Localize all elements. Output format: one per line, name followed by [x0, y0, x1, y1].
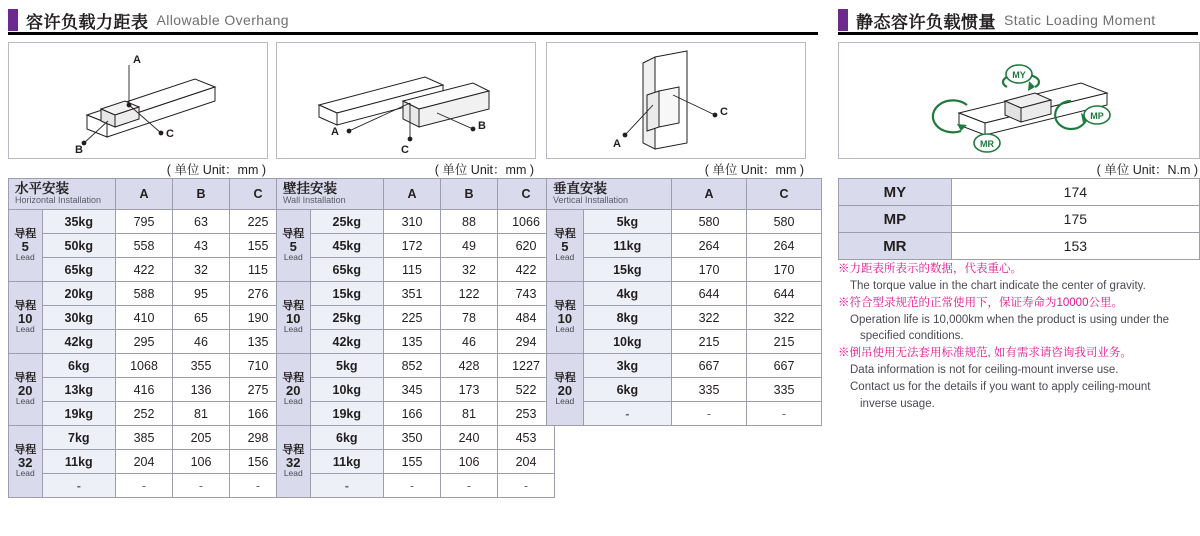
value-cell: 522 — [498, 378, 555, 402]
table-row — [9, 234, 287, 258]
value-cell: 166 — [384, 402, 441, 426]
value-cell: 484 — [498, 306, 555, 330]
svg-text:B: B — [75, 144, 83, 156]
table-title-en: Vertical Installation — [553, 195, 629, 206]
load-cell: 11kg — [42, 450, 115, 474]
section-title-en: Allowable Overhang — [156, 12, 289, 28]
value-cell: - — [441, 474, 498, 498]
table-row — [9, 282, 287, 306]
table-row — [277, 258, 555, 282]
table-horizontal-installation — [8, 178, 287, 498]
value-cell: 49 — [441, 234, 498, 258]
diagram-static-loading-moment — [838, 42, 1200, 159]
value-cell: 345 — [384, 378, 441, 402]
value-cell: - — [384, 474, 441, 498]
note-line: inverse usage. — [860, 397, 935, 410]
value-cell: 190 — [230, 306, 287, 330]
table-row — [277, 330, 555, 354]
load-cell: 50kg — [42, 234, 115, 258]
table-row — [9, 210, 287, 234]
value-cell: 428 — [441, 354, 498, 378]
load-cell: 7kg — [42, 426, 115, 450]
value-cell: 852 — [384, 354, 441, 378]
table-row — [547, 210, 822, 234]
divider — [8, 32, 818, 35]
load-cell: 42kg — [310, 330, 383, 354]
value-cell: 170 — [672, 258, 747, 282]
load-cell: 8kg — [583, 306, 671, 330]
load-cell: 65kg — [42, 258, 115, 282]
lead-group-label: 导程 20 Lead — [9, 354, 43, 426]
value-cell: 558 — [116, 234, 173, 258]
load-cell: - — [310, 474, 383, 498]
value-cell: 580 — [747, 210, 822, 234]
table-row — [277, 474, 555, 498]
table-row — [277, 426, 555, 450]
load-cell: 35kg — [42, 210, 115, 234]
table-row — [277, 210, 555, 234]
table-row — [277, 402, 555, 426]
value-cell: 351 — [384, 282, 441, 306]
value-cell: 743 — [498, 282, 555, 306]
value-cell: 205 — [173, 426, 230, 450]
table-row — [9, 402, 287, 426]
value-cell: 264 — [672, 234, 747, 258]
value-cell: 710 — [230, 354, 287, 378]
column-header-c: C — [498, 179, 555, 210]
value-cell: 81 — [173, 402, 230, 426]
accent-bar — [8, 9, 18, 31]
column-header-a: A — [116, 179, 173, 210]
value-cell: 156 — [230, 450, 287, 474]
load-cell: 42kg — [42, 330, 115, 354]
table-static-loading-moment — [838, 178, 1200, 260]
table-row — [9, 474, 287, 498]
table-row — [547, 306, 822, 330]
load-cell: 10kg — [310, 378, 383, 402]
table-title-cn: 垂直安装 — [553, 181, 607, 197]
note-line: Data information is not for ceiling-mount inverse use. — [850, 364, 1119, 377]
load-cell: 19kg — [310, 402, 383, 426]
accent-bar — [838, 9, 848, 31]
lead-group-label: 导程 10 Lead — [547, 282, 584, 354]
load-cell: 25kg — [310, 306, 383, 330]
load-cell: 6kg — [310, 426, 383, 450]
section-title-cn: 静态容许负载惯量 — [856, 12, 996, 32]
value-cell: 155 — [230, 234, 287, 258]
load-cell: 45kg — [310, 234, 383, 258]
table-row — [547, 258, 822, 282]
svg-text:A: A — [331, 126, 339, 138]
lead-group-label: 导程 5 Lead — [277, 210, 311, 282]
value-cell: 215 — [672, 330, 747, 354]
section-title-en: Static Loading Moment — [1004, 12, 1156, 28]
table-row — [9, 426, 287, 450]
table-row — [9, 258, 287, 282]
table-row — [277, 234, 555, 258]
value-cell: 453 — [498, 426, 555, 450]
value-cell: 335 — [672, 378, 747, 402]
note-line: ※倒吊使用无法套用标准规范, 如有需求请咨询我司业务。 — [838, 347, 1132, 360]
table-row — [547, 378, 822, 402]
section-title-cn: 容许负载力距表 — [26, 12, 149, 32]
note-line: ※符合型录规范的正常使用下，保证寿命为10000公里。 — [838, 296, 1123, 309]
value-cell: 1066 — [498, 210, 555, 234]
value-cell: 416 — [116, 378, 173, 402]
table-row — [839, 179, 1200, 206]
note-line: Operation life is 10,000km when the product is using under the — [850, 313, 1169, 326]
value-cell: 335 — [747, 378, 822, 402]
table-title-cn: 壁挂安装 — [283, 181, 337, 197]
value-cell: 252 — [116, 402, 173, 426]
value-cell: - — [498, 474, 555, 498]
value-cell: 78 — [441, 306, 498, 330]
value-cell: 295 — [116, 330, 173, 354]
value-cell: 1227 — [498, 354, 555, 378]
value-cell: 385 — [116, 426, 173, 450]
lead-group-label: 导程 5 Lead — [9, 210, 43, 282]
table-row — [277, 306, 555, 330]
value-cell: 580 — [672, 210, 747, 234]
svg-text:A: A — [133, 54, 141, 66]
svg-text:MY: MY — [1012, 70, 1026, 80]
value-cell: 135 — [384, 330, 441, 354]
table-title-cell — [547, 179, 672, 210]
table-row — [547, 234, 822, 258]
load-cell: 11kg — [310, 450, 383, 474]
value-cell: 294 — [498, 330, 555, 354]
divider — [838, 32, 1198, 35]
table-row — [9, 354, 287, 378]
moment-value: 174 — [951, 179, 1199, 206]
value-cell: 136 — [173, 378, 230, 402]
table-row — [277, 282, 555, 306]
table-row — [277, 450, 555, 474]
lead-group-label: 导程 32 Lead — [9, 426, 43, 498]
moment-label: MP — [839, 206, 952, 233]
table-vertical-installation — [546, 178, 822, 426]
value-cell: 81 — [441, 402, 498, 426]
table-row — [277, 378, 555, 402]
load-cell: - — [42, 474, 115, 498]
value-cell: 667 — [747, 354, 822, 378]
load-cell: 15kg — [583, 258, 671, 282]
value-cell: 422 — [498, 258, 555, 282]
value-cell: 298 — [230, 426, 287, 450]
svg-text:A: A — [613, 138, 621, 150]
table-wall-installation — [276, 178, 555, 498]
svg-text:MP: MP — [1090, 111, 1104, 121]
value-cell: 644 — [672, 282, 747, 306]
table-header-row — [547, 179, 822, 210]
value-cell: 63 — [173, 210, 230, 234]
value-cell: 310 — [384, 210, 441, 234]
moment-value: 175 — [951, 206, 1199, 233]
load-cell: 10kg — [583, 330, 671, 354]
value-cell: 106 — [173, 450, 230, 474]
load-cell: 15kg — [310, 282, 383, 306]
load-cell: - — [583, 402, 671, 426]
value-cell: 172 — [384, 234, 441, 258]
value-cell: 422 — [116, 258, 173, 282]
load-cell: 11kg — [583, 234, 671, 258]
value-cell: 46 — [441, 330, 498, 354]
note-line: Contact us for the details if you want to apply ceiling-mount — [850, 381, 1151, 394]
load-cell: 20kg — [42, 282, 115, 306]
diagram-horizontal-installation — [8, 42, 268, 159]
load-cell: 6kg — [583, 378, 671, 402]
column-header-c: C — [230, 179, 287, 210]
value-cell: 225 — [384, 306, 441, 330]
lead-group-label: 导程 10 Lead — [277, 282, 311, 354]
value-cell: 106 — [441, 450, 498, 474]
value-cell: 355 — [173, 354, 230, 378]
value-cell: 410 — [116, 306, 173, 330]
notes-block — [838, 262, 1200, 414]
table-row — [547, 354, 822, 378]
value-cell: - — [672, 402, 747, 426]
load-cell: 25kg — [310, 210, 383, 234]
table-row — [9, 378, 287, 402]
load-cell: 6kg — [42, 354, 115, 378]
note-line: ※力距表所表示的数据，代表重心。 — [838, 263, 1022, 275]
value-cell: 115 — [230, 258, 287, 282]
table-row — [547, 282, 822, 306]
value-cell: 88 — [441, 210, 498, 234]
note-line: specified conditions. — [860, 330, 964, 343]
column-header-a: A — [384, 179, 441, 210]
value-cell: 95 — [173, 282, 230, 306]
value-cell: - — [747, 402, 822, 426]
load-cell: 4kg — [583, 282, 671, 306]
svg-text:B: B — [478, 120, 486, 132]
value-cell: 65 — [173, 306, 230, 330]
lead-group-label: 导程 10 Lead — [9, 282, 43, 354]
table-row — [547, 330, 822, 354]
value-cell: 588 — [116, 282, 173, 306]
table-title-en: Wall Installation — [283, 195, 346, 206]
value-cell: 155 — [384, 450, 441, 474]
value-cell: 122 — [441, 282, 498, 306]
unit-caption-wall: ( 单位 Unit：mm ) — [434, 163, 534, 177]
value-cell: - — [116, 474, 173, 498]
column-header-b: B — [173, 179, 230, 210]
section-header-allowable-overhang — [8, 6, 818, 34]
value-cell: 135 — [230, 330, 287, 354]
value-cell: 264 — [747, 234, 822, 258]
value-cell: 46 — [173, 330, 230, 354]
value-cell: - — [230, 474, 287, 498]
svg-text:C: C — [166, 128, 174, 140]
table-row — [839, 233, 1200, 260]
value-cell: 225 — [230, 210, 287, 234]
value-cell: 350 — [384, 426, 441, 450]
svg-text:MR: MR — [980, 139, 994, 149]
load-cell: 30kg — [42, 306, 115, 330]
value-cell: - — [173, 474, 230, 498]
load-cell: 3kg — [583, 354, 671, 378]
value-cell: 173 — [441, 378, 498, 402]
value-cell: 253 — [498, 402, 555, 426]
lead-group-label: 导程 32 Lead — [277, 426, 311, 498]
value-cell: 215 — [747, 330, 822, 354]
section-header-static-loading-moment — [838, 6, 1198, 34]
value-cell: 322 — [672, 306, 747, 330]
value-cell: 166 — [230, 402, 287, 426]
table-row — [9, 450, 287, 474]
value-cell: 43 — [173, 234, 230, 258]
value-cell: 667 — [672, 354, 747, 378]
table-row — [9, 306, 287, 330]
lead-group-label: 导程 20 Lead — [277, 354, 311, 426]
value-cell: 204 — [498, 450, 555, 474]
column-header-c: C — [747, 179, 822, 210]
unit-caption-moment: ( 单位 Unit：N.m ) — [1096, 163, 1198, 177]
unit-caption-horizontal: ( 单位 Unit：mm ) — [166, 163, 266, 177]
value-cell: 170 — [747, 258, 822, 282]
value-cell: 276 — [230, 282, 287, 306]
table-row — [839, 206, 1200, 233]
moment-label: MY — [839, 179, 952, 206]
load-cell: 13kg — [42, 378, 115, 402]
table-header-row — [9, 179, 287, 210]
value-cell: 322 — [747, 306, 822, 330]
column-header-a: A — [672, 179, 747, 210]
load-cell: 5kg — [583, 210, 671, 234]
value-cell: 32 — [441, 258, 498, 282]
svg-text:C: C — [720, 106, 728, 118]
value-cell: 204 — [116, 450, 173, 474]
table-title-cell — [277, 179, 384, 210]
unit-caption-vertical: ( 单位 Unit：mm ) — [704, 163, 804, 177]
value-cell: 275 — [230, 378, 287, 402]
value-cell: 240 — [441, 426, 498, 450]
moment-label: MR — [839, 233, 952, 260]
moment-value: 153 — [951, 233, 1199, 260]
table-header-row — [277, 179, 555, 210]
load-cell: 19kg — [42, 402, 115, 426]
value-cell: 795 — [116, 210, 173, 234]
lead-group-label: 导程 5 Lead — [547, 210, 584, 282]
load-cell: 5kg — [310, 354, 383, 378]
column-header-b: B — [441, 179, 498, 210]
table-row — [277, 354, 555, 378]
lead-group-label: 导程 20 Lead — [547, 354, 584, 426]
table-title-cn: 水平安装 — [15, 181, 69, 197]
value-cell: 32 — [173, 258, 230, 282]
table-title-en: Horizontal Installation — [15, 195, 102, 206]
diagram-wall-installation — [276, 42, 536, 159]
note-line: The torque value in the chart indicate the center of gravity. — [850, 279, 1146, 292]
value-cell: 644 — [747, 282, 822, 306]
diagram-vertical-installation — [546, 42, 806, 159]
table-row — [9, 330, 287, 354]
value-cell: 115 — [384, 258, 441, 282]
svg-text:C: C — [401, 144, 409, 156]
table-row — [547, 402, 822, 426]
value-cell: 620 — [498, 234, 555, 258]
value-cell: 1068 — [116, 354, 173, 378]
table-title-cell — [9, 179, 116, 210]
load-cell: 65kg — [310, 258, 383, 282]
